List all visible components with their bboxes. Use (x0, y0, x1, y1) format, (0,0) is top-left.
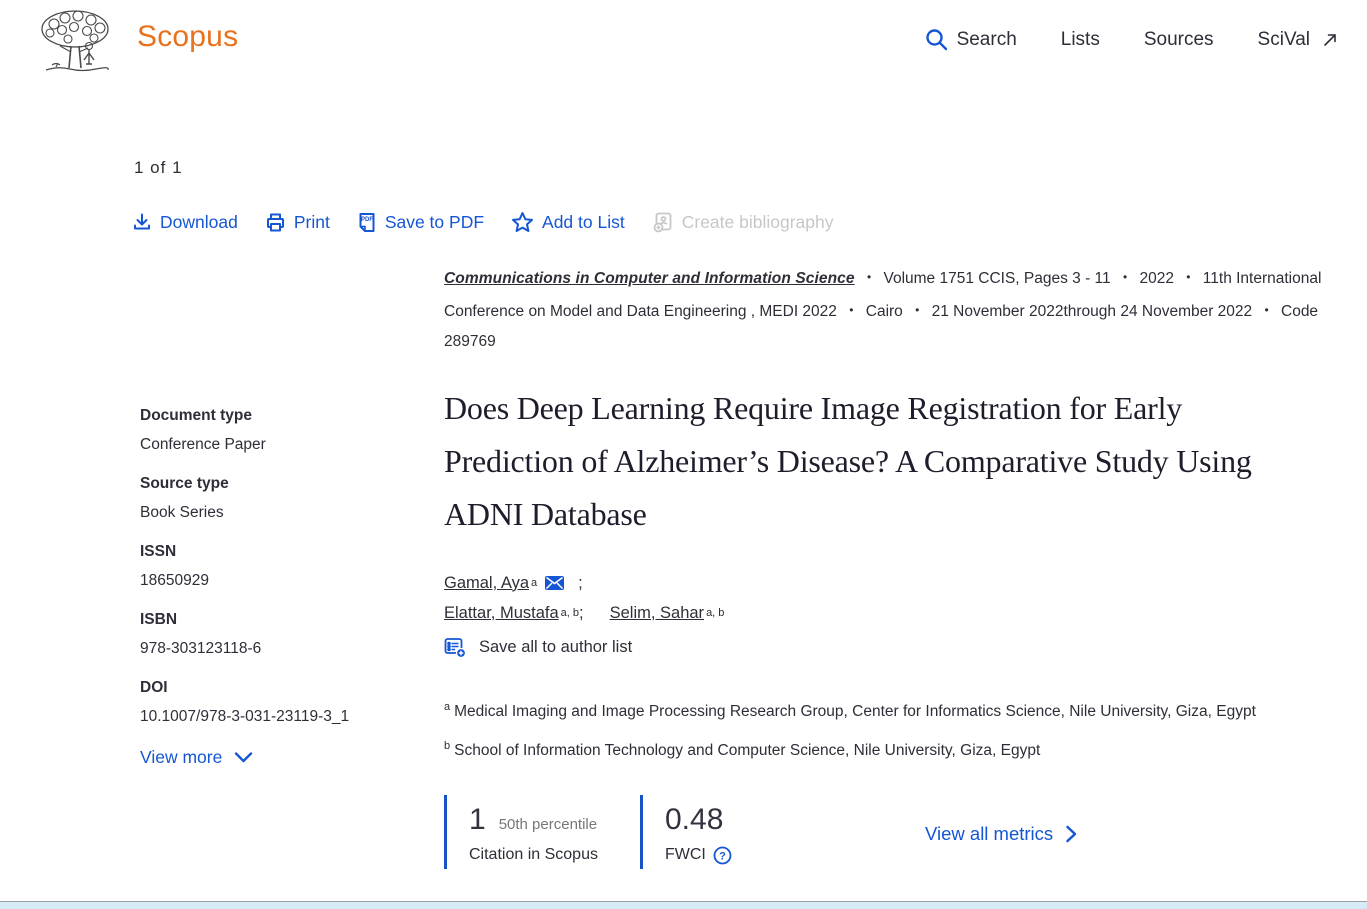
email-icon[interactable] (545, 576, 564, 590)
author-link[interactable]: Gamal, Aya (444, 573, 529, 592)
document-toolbar (132, 211, 834, 233)
dot-separator: • (866, 270, 872, 284)
nav-search-label: Search (956, 28, 1017, 50)
help-icon[interactable] (713, 846, 732, 865)
fwci-label: FWCI (665, 846, 706, 864)
save-all-to-author-list-button[interactable] (444, 637, 1352, 659)
save-to-pdf-button[interactable] (357, 212, 484, 233)
field-label: ISBN (140, 611, 178, 628)
affiliation-text: Medical Imaging and Image Processing Research Group, Center for Informatics Science, Nile University, Giza, Egypt (454, 702, 1256, 720)
download-icon (132, 212, 152, 232)
field-value: Conference Paper (140, 436, 266, 453)
nav-lists-label: Lists (1060, 28, 1100, 50)
field-label: DOI (140, 679, 168, 696)
svg-text:PDF: PDF (360, 216, 373, 223)
fwci-value: 0.48 (665, 802, 724, 836)
source-year: 2022 (1139, 270, 1174, 287)
save-all-label: Save all to author list (479, 638, 633, 656)
fwci-metric (640, 795, 780, 869)
nav-lists[interactable] (1061, 29, 1100, 51)
download-button[interactable] (132, 212, 238, 233)
document-details-sidebar (140, 407, 430, 768)
download-label: Download (160, 211, 238, 232)
affiliation-a (444, 692, 1352, 727)
author-line-1: Gamal, Aya a ; (444, 568, 1352, 598)
author-separator: ; (579, 603, 584, 622)
field-label: Document type (140, 407, 252, 424)
field-value: 978-303123118-6 (140, 640, 262, 657)
affiliation-sup: b (444, 739, 451, 752)
nav-scival-label: SciVal (1257, 28, 1310, 50)
author-line-2: Elattar, Mustafa a, b ; Selim, Sahar a, b (444, 598, 1352, 628)
top-navigation (925, 28, 1337, 51)
cookie-banner-edge (0, 901, 1367, 909)
view-all-metrics-label: View all metrics (925, 822, 1054, 844)
svg-text:?: ? (719, 850, 726, 863)
field-source-type (140, 475, 430, 523)
source-conference: 11th International Conference on Model and Data Engineering , MEDI 2022 (444, 270, 1322, 320)
field-document-type (140, 407, 430, 455)
document-main (444, 262, 1352, 869)
source-volume-pages: Volume 1751 CCIS, Pages 3 - 11 (883, 270, 1111, 287)
field-label: ISSN (140, 543, 177, 560)
bibliography-icon (652, 211, 674, 233)
author-link[interactable]: Elattar, Mustafa (444, 603, 559, 622)
save-to-pdf-label: Save to PDF (384, 211, 485, 232)
source-code: Code 289769 (444, 302, 1319, 350)
result-pagination: 1 of 1 (134, 158, 183, 177)
add-to-list-button[interactable] (511, 211, 625, 233)
nav-sources[interactable] (1144, 29, 1214, 51)
field-issn (140, 543, 430, 591)
nav-search[interactable] (925, 28, 1017, 51)
field-label: Source type (140, 475, 229, 492)
dot-separator: • (849, 302, 854, 317)
create-bibliography-button[interactable] (652, 211, 834, 233)
pdf-icon (357, 212, 377, 233)
field-value: Book Series (140, 504, 224, 521)
header (0, 0, 1367, 96)
author-list-add-icon (444, 637, 467, 659)
dot-separator: • (915, 302, 920, 317)
star-icon (511, 211, 534, 233)
author-list (444, 568, 1352, 628)
print-icon (265, 212, 286, 233)
elsevier-tree-logo (38, 8, 114, 78)
print-label: Print (293, 211, 330, 232)
field-isbn (140, 611, 430, 659)
affiliation-list (444, 692, 1352, 766)
view-all-metrics-link[interactable] (925, 823, 1077, 845)
external-link-icon (1323, 33, 1337, 47)
citation-label: Citation in Scopus (469, 845, 598, 863)
search-icon (925, 28, 948, 51)
dot-separator: • (1264, 302, 1269, 317)
add-to-list-label: Add to List (542, 211, 625, 232)
dot-separator: • (1122, 270, 1128, 284)
metrics-panel (444, 795, 1352, 869)
source-title-link[interactable]: Communications in Computer and Information Science (444, 270, 855, 287)
field-value: 10.1007/978-3-031-23119-3_1 (140, 708, 350, 725)
nav-sources-label: Sources (1143, 28, 1214, 50)
nav-scival[interactable] (1258, 29, 1337, 51)
citation-metric (444, 795, 640, 869)
citation-count: 1 (469, 802, 486, 836)
field-value: 18650929 (140, 572, 209, 589)
source-info (444, 262, 1352, 358)
view-more-link[interactable] (140, 747, 430, 768)
dot-separator: • (1186, 270, 1191, 284)
view-more-label: View more (140, 747, 223, 767)
source-location: Cairo (865, 302, 903, 320)
create-bibliography-label: Create bibliography (681, 211, 834, 232)
document-title: Does Deep Learning Require Image Registration for Early Prediction of Alzheimer’s Disease? A Comparative Study Using ADNI Database (444, 389, 1252, 532)
author-separator: ; (578, 573, 583, 592)
chevron-down-icon (234, 751, 253, 764)
source-dates: 21 November 2022through 24 November 2022 (931, 302, 1253, 320)
author-link[interactable]: Selim, Sahar (609, 603, 705, 622)
print-button[interactable] (265, 212, 330, 233)
citation-percentile: 50th percentile (498, 815, 598, 833)
scopus-wordmark[interactable]: Scopus (137, 20, 239, 53)
affiliation-b (444, 731, 1352, 766)
affiliation-text: School of Information Technology and Computer Science, Nile University, Giza, Egypt (454, 741, 1041, 759)
field-doi (140, 679, 430, 727)
chevron-right-icon (1065, 825, 1077, 843)
affiliation-sup: a (444, 700, 451, 713)
